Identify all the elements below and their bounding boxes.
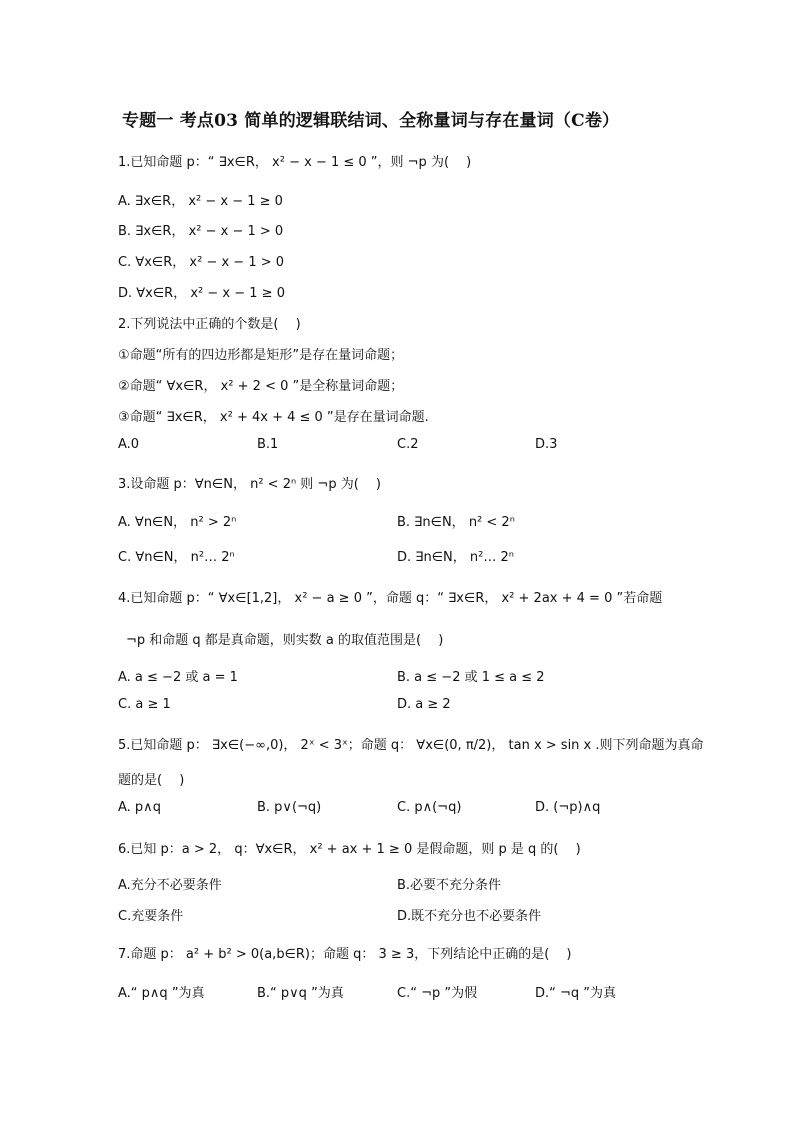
question-3-option-b: B. ∃n∈N， n² < 2ⁿ [397, 515, 515, 530]
question-2-item-3: ③命题“ ∃x∈R， x² + 4x + 4 ≤ 0 ”是存在量词命题. [118, 410, 429, 425]
question-1-option-b: B. ∃x∈R， x² − x − 1 > 0 [118, 224, 284, 239]
question-4-option-a: A. a ≤ −2 或 a = 1 [118, 670, 238, 685]
question-5-option-b: B. p∨(¬q) [257, 800, 322, 815]
question-2-option-b: B.1 [257, 437, 279, 452]
question-6-options-row-1 [118, 874, 678, 892]
question-1-option-a: A. ∃x∈R， x² − x − 1 ≥ 0 [118, 194, 283, 209]
question-5-option-c: C. p∧(¬q) [397, 800, 462, 815]
question-2-item-2: ②命题“ ∀x∈R， x² + 2 < 0 ”是全称量词命题； [118, 379, 404, 394]
question-4-options-row-2 [118, 697, 678, 715]
question-7-option-b: B.“ p∨q ”为真 [257, 986, 344, 1001]
question-5-option-a: A. p∧q [118, 800, 161, 815]
question-4-options-row-1 [118, 666, 678, 684]
question-4-stem-line-1: 4.已知命题 p：“ ∀x∈[1,2]， x² − a ≥ 0 ”，命题 q：“ ∃x∈R， x² + 2ax + 4 = 0 ”若命题 [118, 591, 663, 606]
question-2-item-1: ①命题“所有的四边形都是矩形”是存在量词命题； [118, 348, 404, 363]
question-6-stem: 6.已知 p：a > 2， q：∀x∈R， x² + ax + 1 ≥ 0 是假命题，则 p 是 q 的( ) [118, 842, 581, 857]
question-3-stem: 3.设命题 p：∀n∈N， n² < 2ⁿ 则 ¬p 为( ) [118, 477, 381, 492]
question-5-stem-line-1: 5.已知命题 p： ∃x∈(−∞,0)， 2ˣ < 3ˣ；命题 q： ∀x∈(0, π/2)， tan x > sin x .则下列命题为真命 [118, 738, 704, 753]
question-6-options-row-2 [118, 905, 678, 923]
question-3-option-d: D. ∃n∈N， n²… 2ⁿ [397, 550, 514, 565]
question-5-option-d: D. (¬p)∧q [535, 800, 601, 815]
question-6-option-d: D.既不充分也不必要条件 [397, 909, 542, 924]
question-3-options-row-2 [118, 546, 678, 564]
question-7-option-a: A.“ p∧q ”为真 [118, 986, 205, 1001]
question-1-stem: 1.已知命题 p：“ ∃x∈R， x² − x − 1 ≤ 0 ”，则 ¬p 为( ) [118, 155, 472, 170]
question-2-option-d: D.3 [535, 437, 558, 452]
question-6-option-c: C.充要条件 [118, 909, 184, 924]
question-3-option-c: C. ∀n∈N， n²… 2ⁿ [118, 550, 235, 565]
question-7-option-c: C.“ ¬p ”为假 [397, 986, 478, 1001]
question-2-option-a: A.0 [118, 437, 140, 452]
question-3-option-a: A. ∀n∈N， n² > 2ⁿ [118, 515, 237, 530]
question-1-option-c: C. ∀x∈R， x² − x − 1 > 0 [118, 255, 285, 270]
question-5-options [118, 800, 678, 818]
page-title: 专题一 考点03 简单的逻辑联结词、全称量词与存在量词（C卷） [122, 111, 620, 131]
question-7-options [118, 982, 678, 1000]
question-5-stem-line-2: 题的是( ) [118, 773, 185, 788]
question-4-option-b: B. a ≤ −2 或 1 ≤ a ≤ 2 [397, 670, 545, 685]
question-2-option-c: C.2 [397, 437, 419, 452]
question-7-stem: 7.命题 p： a² + b² > 0(a,b∈R)；命题 q： 3 ≥ 3，下列结论中正确的是( ) [118, 947, 572, 962]
question-2-stem: 2.下列说法中正确的个数是( ) [118, 317, 301, 332]
question-4-option-d: D. a ≥ 2 [397, 697, 451, 712]
question-4-option-c: C. a ≥ 1 [118, 697, 171, 712]
question-4-stem-line-2: ¬p 和命题 q 都是真命题，则实数 a 的取值范围是( ) [126, 633, 444, 648]
question-2-options [118, 437, 678, 455]
question-6-option-b: B.必要不充分条件 [397, 878, 502, 893]
question-7-option-d: D.“ ¬q ”为真 [535, 986, 617, 1001]
question-6-option-a: A.充分不必要条件 [118, 878, 222, 893]
question-1-option-d: D. ∀x∈R， x² − x − 1 ≥ 0 [118, 286, 285, 301]
question-3-options-row-1 [118, 511, 678, 529]
